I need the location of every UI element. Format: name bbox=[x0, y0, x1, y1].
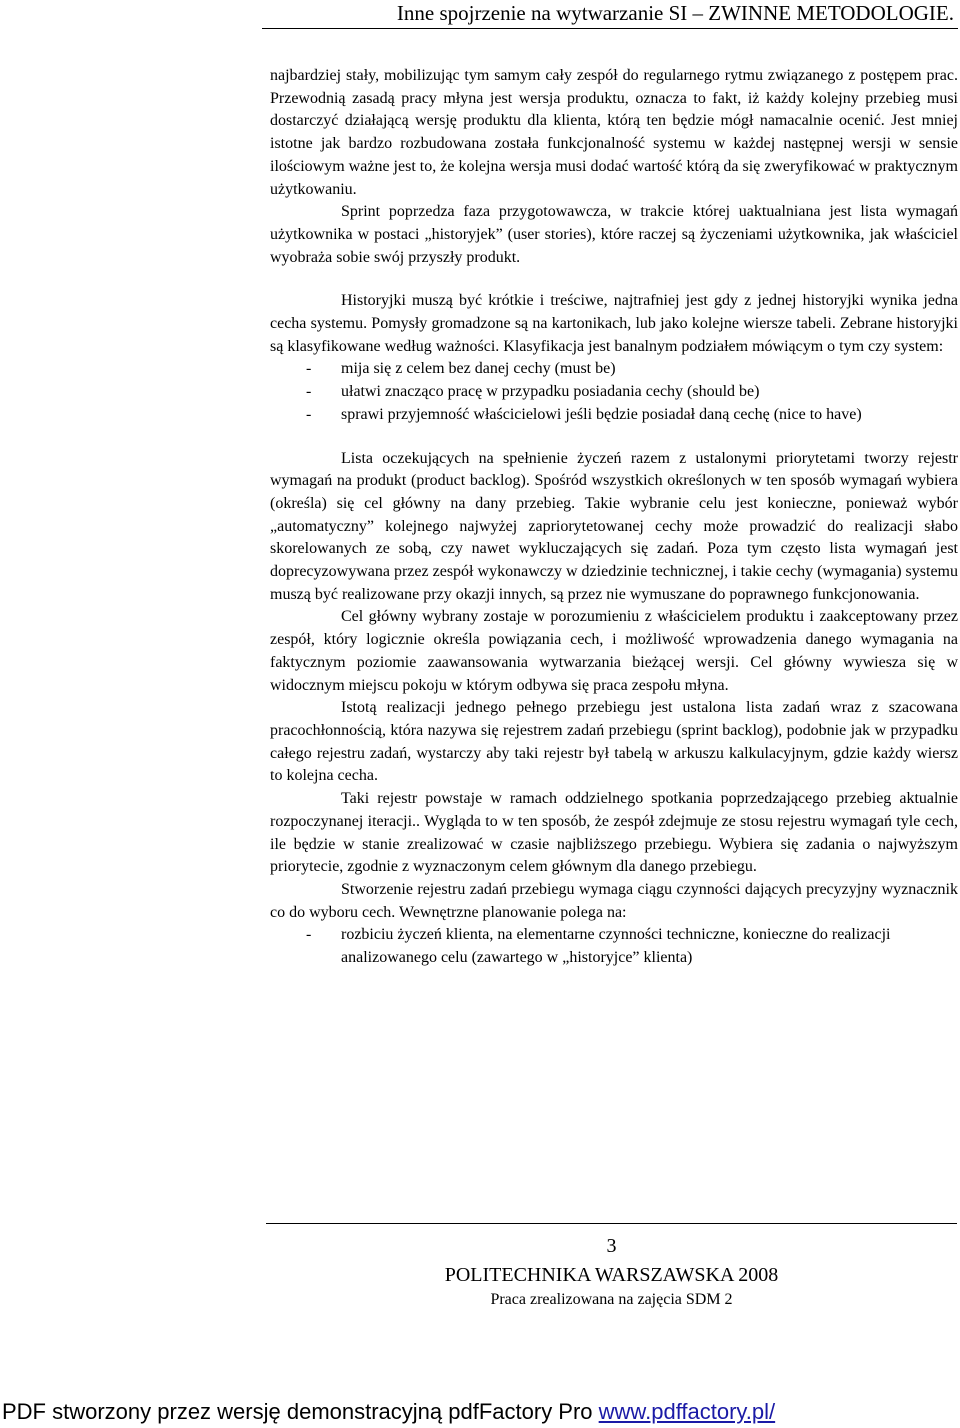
list-item bbox=[270, 381, 958, 404]
planning-list bbox=[270, 924, 958, 969]
list-dash: - bbox=[306, 383, 312, 401]
list-item-text: rozbiciu życzeń klienta, na elementarne czynności techniczne, konieczne do realizacji analizowanego celu (zawartego w „historyjce” klienta) bbox=[341, 926, 891, 967]
list-item bbox=[270, 924, 958, 969]
paragraph-3: Historyjki muszą być krótkie i treściwe, najtrafniej jest gdy z jednej historyjki wynika jedna cecha systemu. Pomysły gromadzone są na kartonikach, lub jako kolejne wiersze tabeli. Zebrane historyjki są klasyfikowane według ważności. Klasyfikacja jest banalnym podziałem mówiącym o tym czy system: bbox=[270, 292, 958, 355]
list-item-text: ułatwi znacząco pracę w przypadku posiadania cechy (should be) bbox=[341, 383, 760, 401]
document-header-title: Inne spojrzenie na wytwarzanie SI – ZWINNE METODOLOGIE. bbox=[396, 1, 954, 25]
list-dash: - bbox=[306, 405, 312, 423]
paragraph-1: najbardziej stały, mobilizując tym samym cały zespół do regularnego rytmu związanego z postępem prac. Przewodnią zasadą pracy młyna jest wersja produktu, oznacza to fakt, iż każdy kolejny przebieg musi dostarczyć działającą wersję produktu dla klienta, którą ten będzie mógł namacalnie ocenić. Jest mniej istotne jak bardzo rozbudowana została funkcjonalność systemu w każdej następnej wersji w sensie ilościowym ważne jest to, że kolejna wersja musi dodać wartość którą da się zweryfikować w praktycznym użytkowaniu. bbox=[270, 67, 958, 198]
paragraph-7: Taki rejestr powstaje w ramach oddzielnego spotkania poprzedzającego przebieg aktualnie rozpoczynanej iteracji.. Wygląda to w ten sposób, że zespół zdejmuje ze stosu rejestru wymagań tyle cech, ile będzie w stanie zrealizować w czasie najbliższego przebiegu. Wybiera się zadania o najwyższym priorytecie, zgodnie z wyznaczonym celem głównym dla danego przebiegu. bbox=[270, 790, 958, 876]
list-dash: - bbox=[306, 360, 312, 378]
list-item-text: mija się z celem bez danej cechy (must be) bbox=[341, 360, 616, 378]
page-body bbox=[270, 65, 958, 970]
header-divider bbox=[262, 28, 958, 29]
watermark-text: PDF stworzony przez wersję demonstracyjną pdfFactory Pro bbox=[2, 1399, 599, 1424]
footer-subtitle: Praca zrealizowana na zajęcia SDM 2 bbox=[490, 1291, 733, 1308]
list-item-text: sprawi przyjemność właścicielowi jeśli będzie posiadał daną cechę (nice to have) bbox=[341, 405, 862, 423]
priority-list bbox=[270, 358, 958, 426]
watermark-link[interactable]: www.pdffactory.pl/ bbox=[598, 1399, 776, 1424]
footer-organization: POLITECHNIKA WARSZAWSKA 2008 bbox=[444, 1264, 779, 1286]
paragraph-8: Stworzenie rejestru zadań przebiegu wymaga ciągu czynności dających precyzyjny wyznacznik co do wyboru cech. Wewnętrzne planowanie polega na: bbox=[270, 880, 958, 921]
pdf-watermark bbox=[2, 1398, 775, 1426]
paragraph-2: Sprint poprzedza faza przygotowawcza, w trakcie której uaktualniana jest lista wymagań użytkownika w postaci „historyjek” (user stories), które raczej są życzeniami użytkownika, jak właściciel wyobraża sobie swój przyszły produkt. bbox=[270, 203, 958, 266]
footer-divider bbox=[266, 1223, 957, 1224]
paragraph-4: Lista oczekujących na spełnienie życzeń razem z ustalonymi priorytetami tworzy rejestr wymagań na produkt (product backlog). Spośród wszystkich określonych w ten sposób wymagań wybiera (określa) się cel główny na dany przebieg. Takie wybranie celu jest konieczne, ponieważ wybór „automatyczny” kolejnego najwyżej zapriorytetowanej cechy może prowadzić do realizacji słabo skorelowanych ze sobą, czy nawet wykluczających się zadań. Poza tym często lista wymagań jest doprecyzowywana przez zespół wykonawczy w dziedzinie technicznej, i takie cechy (wymagania) systemu muszą być realizowane przy okazji innych, są przez nie wymuszane do poprawnego funkcjonowania. bbox=[270, 449, 958, 603]
list-dash: - bbox=[306, 926, 312, 944]
paragraph-6: Istotą realizacji jednego pełnego przebiegu jest ustalona lista zadań wraz z szacowana pracochłonnością, która nazywa się rejestrem zadań przebiegu (sprint backlog), podobnie jak w przypadku całego rejestru zadań, wystarczy aby taki rejestr był tabelą w arkuszu kalkulacyjnym, gdzie każdy wiersz to kolejna cecha. bbox=[270, 699, 958, 785]
list-item bbox=[270, 404, 958, 427]
page-number: 3 bbox=[606, 1235, 617, 1257]
list-item bbox=[270, 358, 958, 381]
paragraph-5: Cel główny wybrany zostaje w porozumieniu z właścicielem produktu i zaakceptowany przez zespół, który logicznie określa powiązania cech, i możliwość wprowadzenia danego wymagania na faktycznym poziomie zaawansowania wytwarzania bieżącej wersji. Cel główny wywiesza się w widocznym miejscu pokoju w którym odbywa się praca zespołu młyna. bbox=[270, 608, 958, 694]
